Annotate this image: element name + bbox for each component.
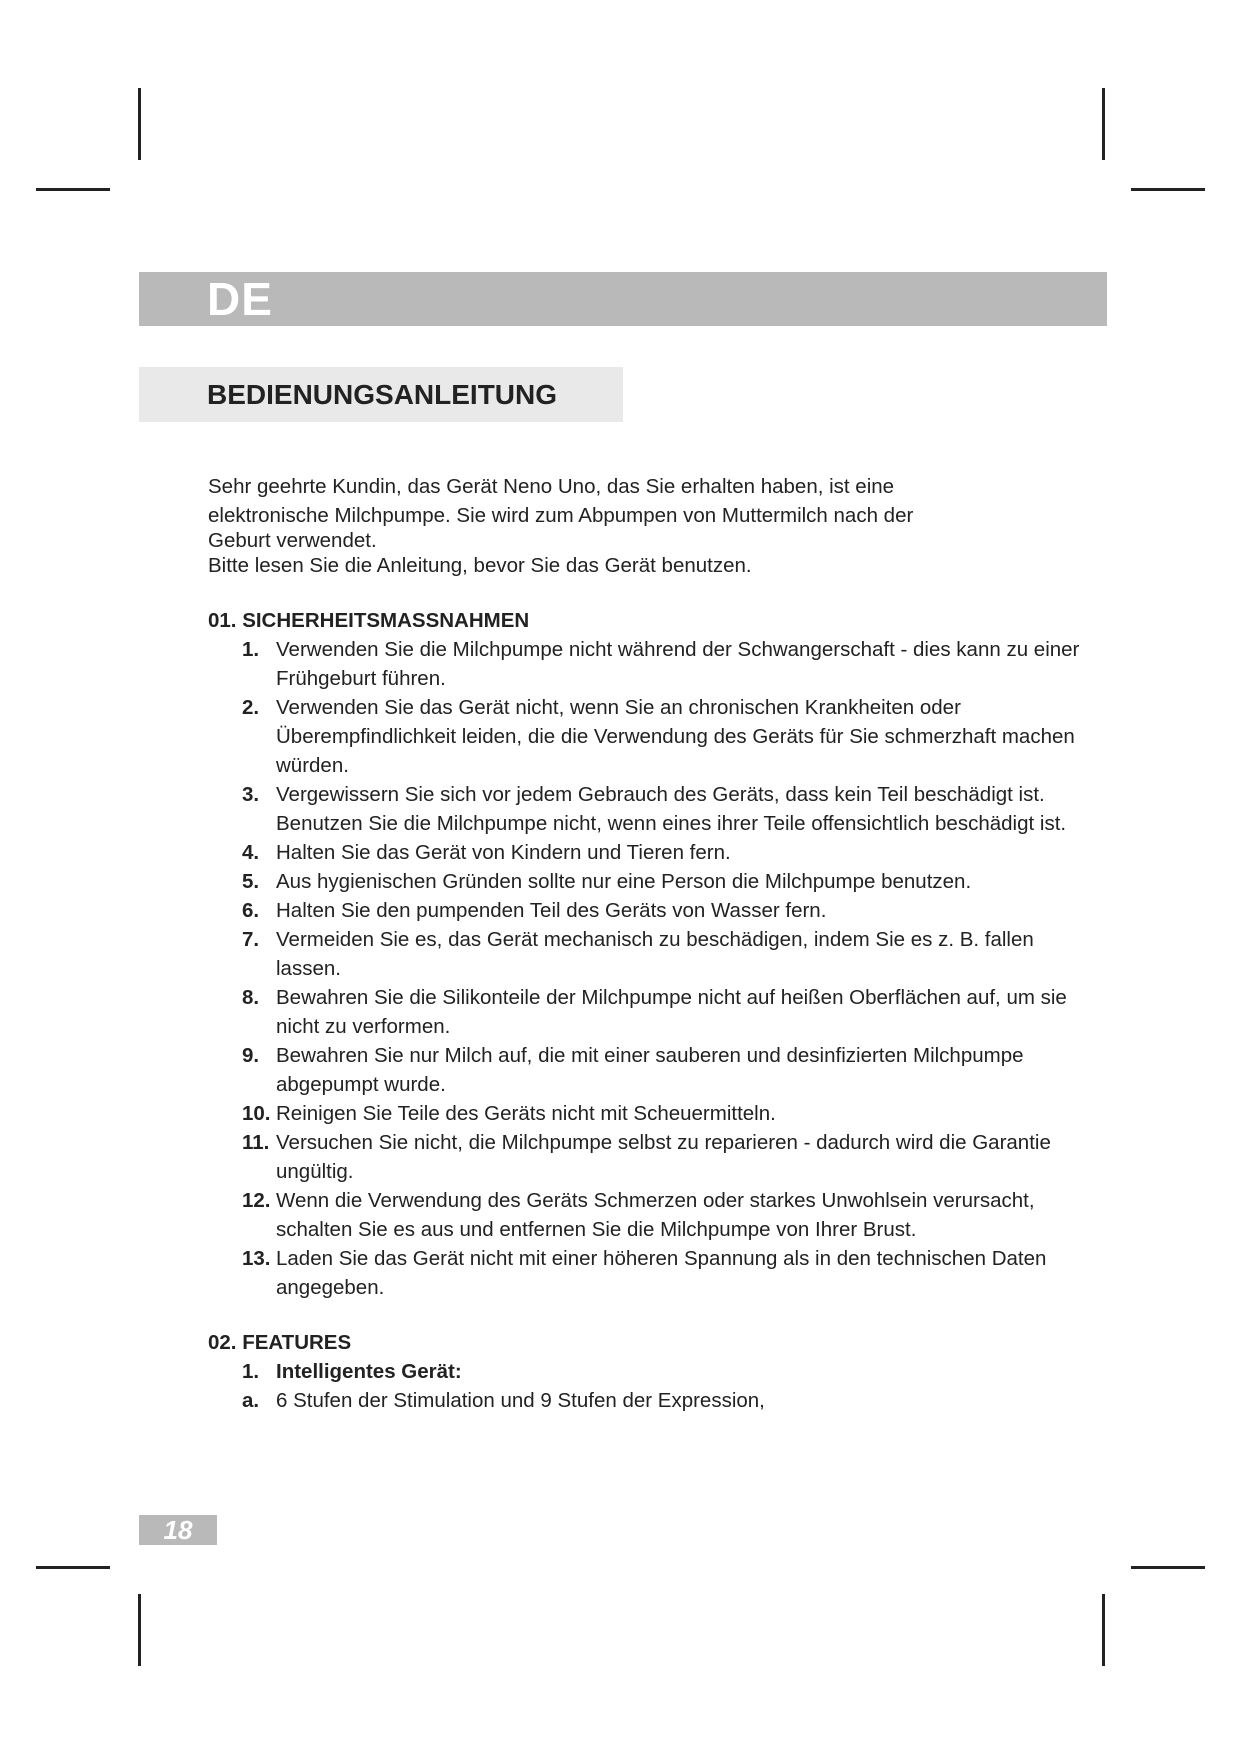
section-title-safety: 01. SICHERHEITSMASSNAHMEN: [208, 609, 530, 632]
list-item-text: Reinigen Sie Teile des Geräts nicht mit Scheuermitteln.: [276, 1102, 776, 1125]
crop-mark-bottom-left-horizontal: [36, 1566, 110, 1569]
list-item-number: 5.: [242, 870, 260, 893]
list-item: [242, 867, 1088, 896]
list-item-number: 4.: [242, 841, 260, 864]
sub-list-item-letter: a.: [242, 1389, 260, 1412]
list-item-text: Aus hygienischen Gründen sollte nur eine Person die Milchpumpe benutzen.: [276, 870, 972, 893]
document-body: [208, 472, 1088, 1415]
list-item-number: 7.: [242, 928, 260, 951]
list-item: [242, 925, 1088, 983]
list-item-text: Bewahren Sie die Silikonteile der Milchpumpe nicht auf heißen Oberflächen auf, um sie nicht zu verformen.: [276, 986, 1067, 1038]
crop-mark-top-left-horizontal: [36, 188, 110, 191]
crop-mark-bottom-right-vertical: [1102, 1594, 1105, 1666]
page-title-bar: [139, 367, 623, 422]
list-item-text: Verwenden Sie das Gerät nicht, wenn Sie an chronischen Krankheiten oder Überempfindlichkeit leiden, die die Verwendung des Geräts für Sie schmerzhaft machen würden.: [276, 696, 1075, 777]
list-item: [242, 1357, 1088, 1386]
section-title-features: 02. FEATURES: [208, 1331, 352, 1354]
list-item-number: 1.: [242, 1360, 260, 1383]
language-bar: [139, 272, 1107, 326]
list-item-text: Halten Sie den pumpenden Teil des Geräts von Wasser fern.: [276, 899, 827, 922]
list-item-text: Intelligentes Gerät:: [276, 1360, 462, 1383]
list-item: [242, 1041, 1088, 1099]
list-item-number: 3.: [242, 783, 260, 806]
list-item-text: Vermeiden Sie es, das Gerät mechanisch zu beschädigen, indem Sie es z. B. fallen lassen.: [276, 928, 1034, 980]
intro-line: Bitte lesen Sie die Anleitung, bevor Sie das Gerät benutzen.: [208, 554, 752, 577]
crop-mark-top-left-vertical: [138, 88, 141, 160]
list-item: [242, 1128, 1088, 1186]
list-item-number: 12.: [242, 1189, 271, 1212]
list-item: [242, 693, 1088, 780]
sub-list-item-text: 6 Stufen der Stimulation und 9 Stufen der Expression,: [276, 1389, 765, 1412]
list-item: [242, 896, 1088, 925]
list-item-number: 8.: [242, 986, 260, 1009]
crop-mark-bottom-left-vertical: [138, 1594, 141, 1666]
list-item-number: 10.: [242, 1102, 271, 1125]
list-item: [242, 780, 1088, 838]
list-item-number: 2.: [242, 696, 260, 719]
crop-mark-bottom-right-horizontal: [1131, 1566, 1205, 1569]
list-item-number: 1.: [242, 638, 260, 661]
features-list: [208, 1357, 1088, 1386]
list-item: [242, 635, 1088, 693]
list-item: [242, 1244, 1088, 1302]
list-item-number: 11.: [242, 1131, 270, 1154]
intro-line: Sehr geehrte Kundin, das Gerät Neno Uno, das Sie erhalten haben, ist eine: [208, 475, 895, 498]
list-item-text: Versuchen Sie nicht, die Milchpumpe selbst zu reparieren - dadurch wird die Garantie ungültig.: [276, 1131, 1051, 1183]
sub-list-item: [208, 1386, 1088, 1415]
crop-mark-top-right-horizontal: [1131, 188, 1205, 191]
intro-line: Geburt verwendet.: [208, 529, 377, 552]
list-item: [242, 1186, 1088, 1244]
list-item-text: Verwenden Sie die Milchpumpe nicht während der Schwangerschaft - dies kann zu einer Frühgeburt führen.: [276, 638, 1080, 690]
intro-line: elektronische Milchpumpe. Sie wird zum Abpumpen von Muttermilch nach der: [208, 504, 914, 527]
list-item-text: Halten Sie das Gerät von Kindern und Tieren fern.: [276, 841, 731, 864]
crop-mark-top-right-vertical: [1102, 88, 1105, 160]
intro-paragraph: [208, 472, 1088, 580]
list-item-text: Bewahren Sie nur Milch auf, die mit einer sauberen und desinfizierten Milchpumpe abgepumpt wurde.: [276, 1044, 1024, 1096]
list-item-text: Laden Sie das Gerät nicht mit einer höheren Spannung als in den technischen Daten angegeben.: [276, 1247, 1047, 1299]
list-item: [242, 983, 1088, 1041]
page-title: BEDIENUNGSANLEITUNG: [207, 379, 558, 410]
list-item: [242, 1099, 1088, 1128]
list-item-number: 13.: [242, 1247, 271, 1270]
safety-list: [208, 635, 1088, 1302]
list-item-text: Vergewissern Sie sich vor jedem Gebrauch des Geräts, dass kein Teil beschädigt ist. Benutzen Sie die Milchpumpe nicht, wenn eines ihrer Teile offensichtlich beschädigt ist.: [276, 783, 1067, 835]
page-number: 18: [139, 1515, 217, 1545]
list-item-number: 6.: [242, 899, 260, 922]
list-item: [242, 838, 1088, 867]
language-code: DE: [207, 273, 273, 325]
list-item-number: 9.: [242, 1044, 260, 1067]
list-item-text: Wenn die Verwendung des Geräts Schmerzen oder starkes Unwohlsein verursacht, schalten Sie es aus und entfernen Sie die Milchpumpe von Ihrer Brust.: [276, 1189, 1035, 1241]
